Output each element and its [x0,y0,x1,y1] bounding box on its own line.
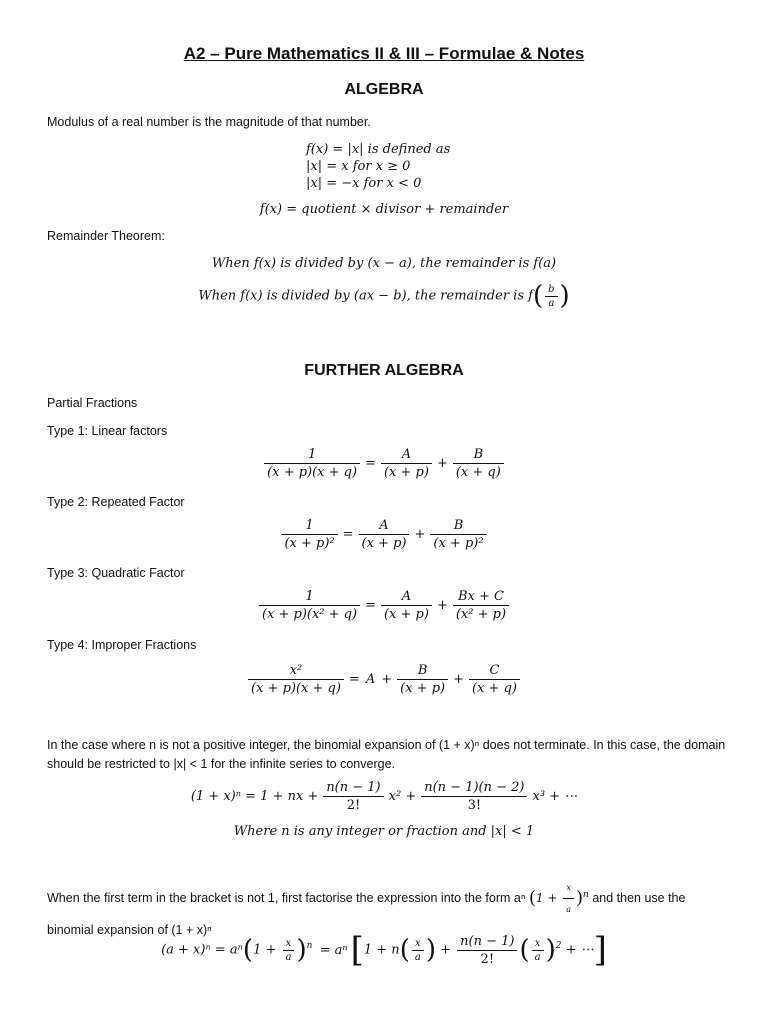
type3-lhs-num: 1 [259,589,360,606]
remainder-line-2: When f(x) is divided by (ax − b), the remainder is f( $\frac{b}{a}$ ) [198,281,570,311]
type2-lhs-den: (x + p)² [284,536,335,551]
type4-lhs-num: x² [248,663,344,680]
page-title: A2 – Pure Mathematics II & III – Formulae & Notes [183,44,585,63]
type4-formula: $\frac{\text{x²}}{(x + p)(x + q)}$ = A + $\frac{B}{(x + p)}$ + $\frac{C}{(x + q)}$ [0,663,768,696]
type4-const: A [365,672,376,687]
type1-lhs-den: (x + p)(x + q) [267,465,358,480]
type1-t2-num: B [453,447,504,464]
type4-label: Type 4: Improper Fractions [47,638,197,652]
modulus-text: Modulus of a real number is the magnitude of that number. [47,115,371,129]
binomial-f1-num: n(n − 1) [323,780,383,797]
binomial-f2-num: n(n − 1)(n − 2) [421,780,527,797]
modulus-line-2: |x| = x for x ≥ 0 [306,159,411,174]
general-binomial: (a + x)ⁿ = aⁿ(1 + $\frac{x}{a}$ )$^n$ = aⁿ[1 + n( $\frac{x}{a}$ ) + $\frac{n(n - 1)}{2!}$ ( $\frac{x}{a}$ )$^2$ + ⋯] [161,930,607,970]
type3-t2-den: (x² + p) [455,607,507,622]
binomial-f1-den: 2! [346,798,361,813]
remainder-frac-den: a [548,297,555,309]
remainder-frac-num: b [545,284,557,297]
type4-lhs-den: (x + p)(x + q) [251,681,341,696]
type1-t1-den: (x + p) [383,465,429,480]
type3-label: Type 3: Quadratic Factor [47,566,185,580]
binomial-x2: x² + [388,789,417,804]
type3-t1-num: A [381,589,432,606]
remainder-theorem-label: Remainder Theorem: [47,229,165,243]
binomial-lhs: (1 + x)ⁿ = 1 + nx + [190,789,319,804]
general-f-den: 2! [480,951,495,967]
type4-t1-num: B [397,663,448,680]
type2-formula: $\frac{1}{\text{(x + p)²}}$ = $\frac{A}{(x + p)}$ + $\frac{B}{\text{(x + p)²}}$ [0,518,768,551]
type4-t2-num: C [469,663,520,680]
modulus-definition [306,141,450,192]
modulus-line-1: f(x) = |x| is defined as [306,142,451,157]
general-mid: = aⁿ [319,942,348,958]
type4-t2-den: (x + q) [472,681,517,696]
remainder-line-1: When f(x) is divided by (x − a), the remainder is f(a) [211,256,557,271]
heading-further-algebra: FURTHER ALGEBRA [304,362,464,379]
binomial-expansion [0,780,768,813]
remainder-line-2-text: When f(x) is divided by (ax − b), the remainder is f [198,288,533,304]
type3-lhs-den: (x + p)(x² + q) [261,607,358,622]
type3-t1-den: (x + p) [383,607,429,622]
heading-algebra: ALGEBRA [344,81,424,98]
modulus-line-3: |x| = −x for x < 0 [306,176,422,191]
type3-formula: $\frac{1}{\text{(x + p)(x² + q)}}$ = $\frac{A}{(x + p)}$ + $\frac{Bx + C}{\text{(x² + p)}}$ [0,589,768,622]
type2-t1-den: (x + p) [361,536,407,551]
factorise-text-3: binomial expansion of (1 + x)ⁿ [47,923,212,937]
type2-t2-den: (x + p)² [433,536,484,551]
general-tail: + ⋯ [565,942,594,958]
binomial-x3: x³ + ⋯ [532,789,578,804]
type1-lhs-num: 1 [264,447,360,464]
type1-formula: $\frac{1}{(x + p)(x + q)}$ = $\frac{A}{(x + p)}$ + $\frac{B}{(x + q)}$ [0,447,768,480]
type2-lhs-num: 1 [281,518,337,535]
factorise-text-1: When the first term in the bracket is not 1, first factorise the expression into the form aⁿ [47,891,526,905]
binomial-paragraph: In the case where n is not a positive integer, the binomial expansion of (1 + x)ⁿ does not terminate. In this case, the domain should be restricted to |x| < 1 for the infinite series to converge. [47,738,726,771]
type1-t2-den: (x + q) [455,465,501,480]
type2-t2-num: B [430,518,486,535]
general-lhs: (a + x)ⁿ = aⁿ [161,942,243,958]
type1-t1-num: A [381,447,432,464]
partial-fractions-label: Partial Fractions [47,396,138,410]
general-f-num: n(n − 1) [457,934,517,951]
type3-t2-num: Bx + C [453,589,509,606]
division-identity: f(x) = quotient × divisor + remainder [259,202,509,217]
type2-t1-num: A [359,518,410,535]
factorise-text-2: and then use the [592,891,686,905]
binomial-where: Where n is any integer or fraction and |x| < 1 [233,824,535,839]
factorise-paragraph: When the first term in the bracket is not 1, first factorise the expression into the form aⁿ (1 + $\frac{x}{a}$ )$^n$ and then use the binomial expansion of (1 + x)ⁿ [47,878,727,940]
type4-t1-den: (x + p) [400,681,446,696]
binomial-f2-den: 3! [467,798,482,813]
type1-label: Type 1: Linear factors [47,424,168,438]
type2-label: Type 2: Repeated Factor [47,495,185,509]
